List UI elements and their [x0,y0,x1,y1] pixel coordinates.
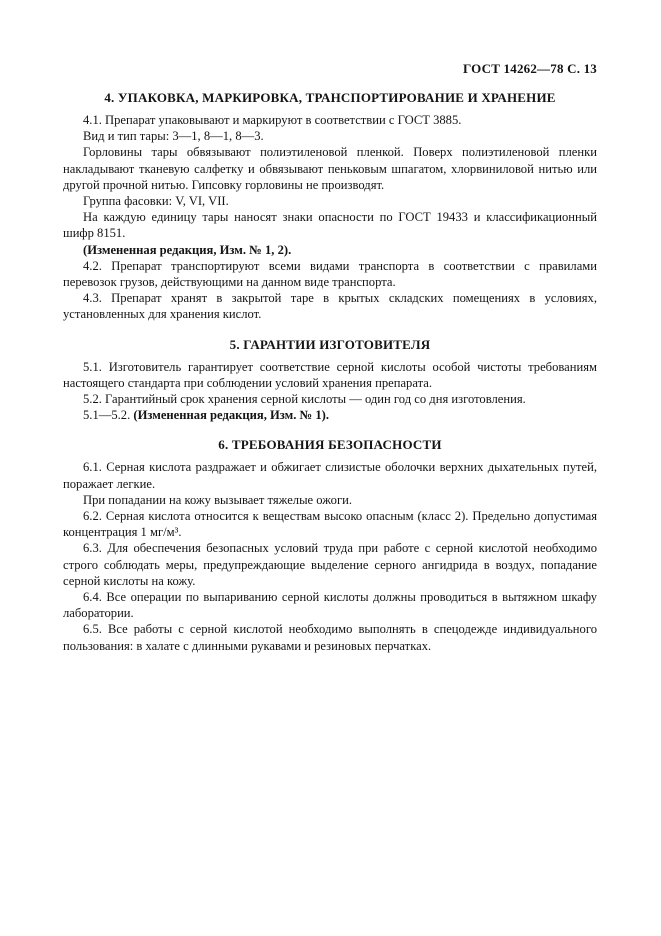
paragraph-neck-wrapping: Горловины тары обвязывают полиэтиленовой пленкой. Поверх полиэтиленовой пленки накладывают тканевую салфетку и обвязывают пеньковым шпагатом, хлорвиниловой нитью или другой прочной нитью. Гипсовку горловины не производят. [63,145,597,192]
paragraph-4-2: 4.2. Препарат транспортируют всеми видами транспорта в соответствии с правилами перевозок грузов, действующими на данном виде транспорта. [63,258,597,290]
amendment-note-2-prefix: 5.1—5.2. [83,408,134,423]
gost-number-header: ГОСТ 14262—78 С. 13 [463,61,597,76]
amendment-note-2 [63,407,597,423]
paragraph-6-1: 6.1. Серная кислота раздражает и обжигает слизистые оболочки верхних дыхательных путей, поражает легкие. [63,460,597,491]
section-title-5: 5. ГАРАНТИИ ИЗГОТОВИТЕЛЯ [229,336,431,352]
paragraph-danger-signs: На каждую единицу тары наносят знаки опасности по ГОСТ 19433 и классификационный шифр 8151. [63,210,597,241]
paragraph-6-5: 6.5. Все работы с серной кислотой необходимо выполнять в спецодежде индивидуального пользования: в халате с длинными рукавами и резиновых перчатках. [63,622,597,653]
section-title-6: 6. ТРЕБОВАНИЯ БЕЗОПАСНОСТИ [218,437,442,453]
paragraph-packing-group: Группа фасовки: V, VI, VII. [83,194,229,209]
section-title-4: 4. УПАКОВКА, МАРКИРОВКА, ТРАНСПОРТИРОВАНИЕ И ХРАНЕНИЕ [104,90,556,105]
paragraph-6-4: 6.4. Все операции по выпариванию серной кислоты должны проводиться в вытяжном шкафу лаборатории. [63,590,597,621]
paragraph-6-2: 6.2. Серная кислота относится к веществам высоко опасным (класс 2). Предельно допустимая концентрация 1 мг/м³. [63,509,597,540]
paragraph-5-2: 5.2. Гарантийный срок хранения серной кислоты — один год со дня изготовления. [83,392,526,407]
paragraph-skin-burns: При попадании на кожу вызывает тяжелые ожоги. [83,492,353,507]
paragraph-container-type: Вид и тип тары: 3—1, 8—1, 8—3. [83,129,264,144]
paragraph-4-3: 4.3. Препарат хранят в закрытой таре в крытых складских помещениях в условиях, установленных для хранения кислот. [63,291,597,322]
amendment-note-2-bold: (Измененная редакция, Изм. № 1). [133,408,330,423]
amendment-note-1: (Измененная редакция, Изм. № 1, 2). [83,242,292,257]
page-content [63,61,597,654]
paragraph-5-1: 5.1. Изготовитель гарантирует соответствие серной кислоты особой чистоты требованиям настоящего стандарта при соблюдении условий хранения препарата. [63,359,597,390]
paragraph-4-1: 4.1. Препарат упаковывают и маркируют в соответствии с ГОСТ 3885. [83,113,462,127]
paragraph-6-3: 6.3. Для обеспечения безопасных условий труда при работе с серной кислотой необходимо строго соблюдать меры, предупреждающие выделение серного ангидрида в воздух, попадание серной кислоты на кожу. [63,541,597,588]
